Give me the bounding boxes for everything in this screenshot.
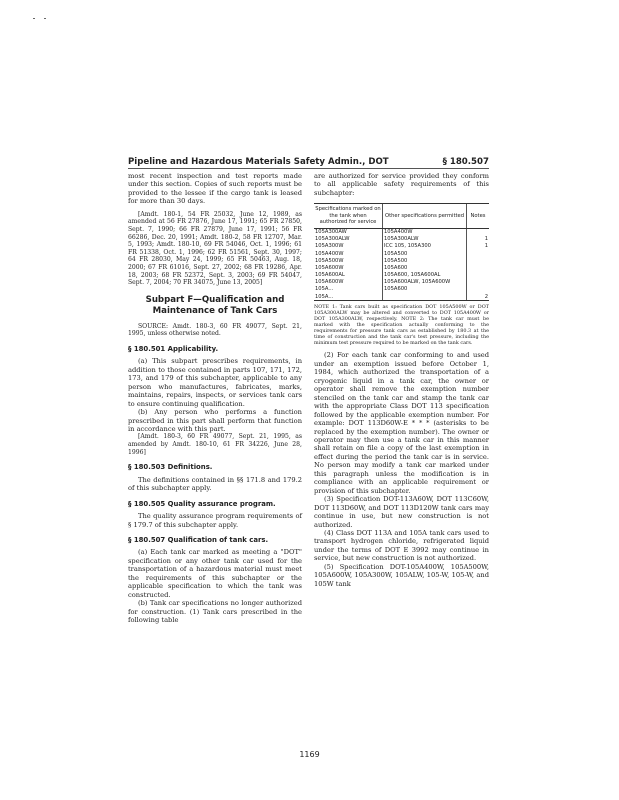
table-cell: 105A500W — [315, 257, 344, 264]
table-cell: 105A500 — [383, 250, 467, 257]
paragraph: The definitions contained in §§ 171.8 and 179.2 of this subchapter apply. — [128, 475, 302, 493]
scan-speck — [44, 18, 46, 19]
table-cell — [467, 250, 490, 257]
table-cell — [467, 265, 490, 272]
left-column — [128, 172, 302, 625]
page-number: 1169 — [299, 750, 320, 759]
table-row — [314, 272, 489, 279]
right-column — [314, 172, 489, 588]
paragraph: (b) Tank car specifications no longer authorized for construction. (1) Tank cars prescribed in the following table — [128, 599, 302, 625]
amendment-history: [Amdt. 180-1, 54 FR 25032, June 12, 1989, as amended at 56 FR 27876, June 17, 1991; 65 FR 27850, Sept. 7, 1990; 66 FR 27879, June 17, 1991; 56 FR 66286, Dec. 20, 1991; Amdt. 180-2, 58 FR 12707, Mar. 5, 1993; Amdt. 180-10, 69 FR 54046, Oct. 1, 1996; 61 FR 51338, Oct. 1, 1996; 62 FR 51561, Sept. 30, 1997; 64 FR 28030, May 24, 1999; 65 FR 50463, Aug. 18, 2000; 67 FR 61016, Sept. 27, 2002; 68 FR 19286, Apr. 18, 2003; 68 FR 52372, Sept. 3, 2003; 69 FR 54047, Sept. 7, 2004; 70 FR 34075, June 13, 2005] — [128, 210, 302, 287]
table-cell: ICC 105, 105A300 — [383, 243, 467, 250]
table-cell: 105A600 — [383, 265, 467, 272]
paragraph: (a) This subpart prescribes requirements, in addition to those contained in parts 107, 171, 172, 173, and 179 of this subchapter, applicable to any person who manufactures, fabricates, marks, maintains, repairs, inspects, or services tank cars to ensure continuing qualification. — [128, 357, 302, 408]
scan-speck — [33, 18, 35, 19]
source-note: SOURCE: Amdt. 180-3, 60 FR 49077, Sept. 21, 1995, unless otherwise noted. — [128, 322, 302, 338]
table-cell: 105A600 — [383, 286, 467, 293]
table-row — [314, 243, 489, 250]
tank-car-spec-table — [314, 203, 489, 301]
table-row — [314, 265, 489, 272]
section-heading-180-501: § 180.501 Applicability. — [128, 344, 219, 353]
subpart-title: Subpart F—Qualification and Maintenance of Tank Cars — [145, 294, 285, 316]
table-cell: 105A600W — [315, 264, 344, 271]
table-cell: 1 — [467, 236, 490, 243]
table-row — [314, 228, 489, 236]
paragraph: The quality assurance program requirements of § 179.7 of this subchapter apply. — [128, 512, 302, 529]
table-cell: 105A... — [314, 293, 383, 301]
paragraph: (4) Class DOT 113A and 105A tank cars used to transport hydrogen chloride, refrigerated liquid under the terms of DOT E 3992 may continue in service, but new construction is not authorized. — [314, 528, 489, 563]
header-agency: Pipeline and Hazardous Materials Safety Admin., DOT — [128, 157, 389, 167]
continued-text: most recent inspection and test reports made under this section. Copies of such reports must be provided to the lessee if the cargo tank is leased for more than 30 days. — [128, 172, 302, 206]
header-rule — [128, 168, 489, 169]
table-cell: 105A300ALW — [383, 236, 467, 243]
section-heading-180-505: § 180.505 Quality assurance program. — [128, 499, 276, 508]
table-row — [314, 236, 489, 243]
paragraph: (5) Specification DOT-105A400W, 105A500W, 105A600W, 105A300W, 105ALW, 105-W, 105-W, and 105W tank — [314, 562, 489, 588]
paragraph: (3) Specification DOT-113A60W, DOT 113C60W, DOT 113D60W, and DOT 113D120W tank cars may continue in use, but new construction is not authorized. — [314, 495, 489, 529]
table-cell — [467, 272, 490, 279]
amendment-history: [Amdt. 180-3, 60 FR 49077, Sept. 21, 1995, as amended by Amdt. 180-10, 61 FR 34226, June 28, 1996] — [128, 433, 302, 456]
table-cell: 105A300AW — [315, 228, 347, 235]
table-row — [314, 279, 489, 286]
paragraph: (b) Any person who performs a function prescribed in this part shall perform that function in accordance with this part. — [128, 408, 302, 434]
table-cell — [467, 279, 490, 286]
header-section: § 180.507 — [442, 157, 489, 167]
table-header: Other specifications permitted — [383, 204, 467, 228]
table-notes: NOTE 1: Tank cars built as specification DOT 105A500W or DOT 105A300ALW may be altered and converted to DOT 105A400W or DOT 105A300ALW, respectively. NOTE 2: The tank car must be marked with the specification actually conforming to the requirements for pressure tank cars as established by 180.3 at the time of construction and the tank car's test pressure, including the minimum test pressure required to be marked on the tank cars. — [314, 304, 489, 347]
table-cell: 105A600, 105A600AL — [383, 272, 467, 279]
table-cell: 105A... — [315, 286, 334, 293]
table-cell — [467, 228, 490, 236]
table-row — [314, 293, 489, 301]
table-row — [314, 257, 489, 264]
paragraph: (2) For each tank car conforming to and used under an exemption issued before October 1, 1984, which authorized the transportation of a cryogenic liquid in a tank car, the owner or operator shall remove the exemption number stenciled on the tank car and stamp the tank car with the appropriate Class DOT 113 specification followed by the applicable exemption number. For example: DOT 113D60W-E * * * (asterisks to be replaced by the exemption number). The owner or operator may then use a tank car in this manner shall retain on file a copy of the last exemption in effect during the period the tank car is in service. No person may modify a tank car marked under this paragraph unless the modification is in compliance with an applicable requirement or provision of this subchapter. — [314, 351, 489, 495]
table-cell: 105A400W — [315, 250, 344, 257]
running-header — [128, 157, 489, 167]
section-heading-180-503: § 180.503 Definitions. — [128, 463, 213, 472]
table-cell: 1 — [467, 243, 490, 250]
table-header: Specifications marked on the tank when authorized for service — [314, 204, 383, 228]
table-cell: 105A500 — [383, 257, 467, 264]
table-row — [314, 250, 489, 257]
section-heading-180-507: § 180.507 Qualification of tank cars. — [128, 535, 269, 544]
continued-text: are authorized for service provided they conform to all applicable safety requirements of this subchapter: — [314, 172, 489, 197]
table-cell — [383, 293, 467, 301]
table-cell: 2 — [467, 293, 490, 301]
table-cell: 105A600ALW, 105A600W — [383, 279, 467, 286]
table-cell — [467, 257, 490, 264]
table-cell: 105A600W — [315, 279, 344, 286]
table-cell: 105A300ALW — [315, 236, 350, 243]
table-row — [314, 286, 489, 293]
table-header: Notes — [467, 204, 490, 228]
table-cell: 105A600AL — [315, 272, 345, 279]
table-cell: 105A400W — [383, 228, 467, 236]
paragraph: (a) Each tank car marked as meeting a "DOT" specification or any other tank car used for the transportation of a hazardous material must meet the requirements of this subchapter or the applicable specification to which the tank was constructed. — [128, 548, 302, 599]
table-cell: 105A300W — [315, 243, 344, 250]
table-cell — [467, 286, 490, 293]
